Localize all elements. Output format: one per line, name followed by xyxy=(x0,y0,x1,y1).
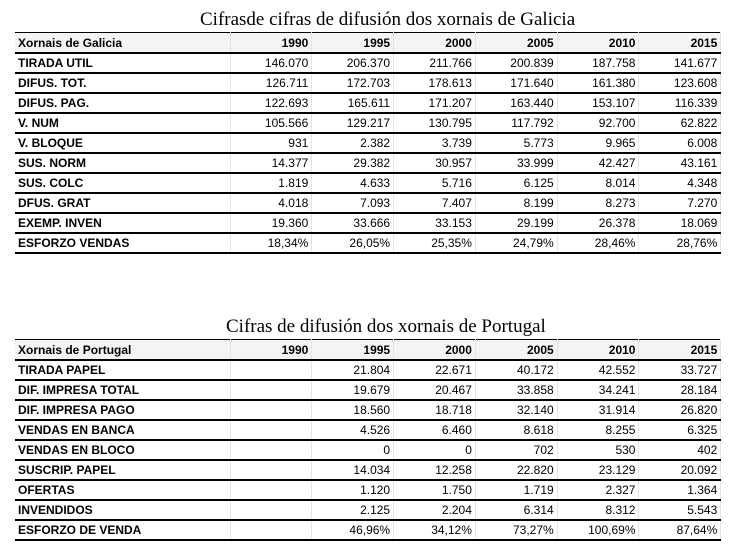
row-label: DIF. IMPRESA PAGO xyxy=(15,400,230,420)
table-cell xyxy=(230,500,312,520)
table-cell: 6.314 xyxy=(475,500,557,520)
table-cell: 1.750 xyxy=(394,480,476,500)
table-cell: 200.839 xyxy=(475,53,557,73)
table-cell: 211.766 xyxy=(394,53,476,73)
row-label: OFERTAS xyxy=(15,480,230,500)
table-cell: 7.407 xyxy=(394,193,476,213)
table-cell: 402 xyxy=(639,440,721,460)
table-cell: 116.339 xyxy=(639,93,721,113)
table-cell: 178.613 xyxy=(394,73,476,93)
table-row xyxy=(15,400,721,420)
header-cell: 2010 xyxy=(557,33,639,54)
table-cell: 2.327 xyxy=(557,480,639,500)
table-cell: 8.255 xyxy=(557,420,639,440)
header-cell: 2005 xyxy=(475,33,557,54)
row-label: V. BLOQUE xyxy=(15,133,230,153)
table-cell: 7.270 xyxy=(639,193,721,213)
table-cell: 18.069 xyxy=(639,213,721,233)
table-cell: 6.460 xyxy=(394,420,476,440)
table-cell: 2.382 xyxy=(312,133,394,153)
table-cell: 14.034 xyxy=(312,460,394,480)
table-cell xyxy=(230,380,312,400)
table-cell: 21.804 xyxy=(312,360,394,380)
table-cell xyxy=(230,440,312,460)
table-cell: 161.380 xyxy=(557,73,639,93)
table-cell: 153.107 xyxy=(557,93,639,113)
table-cell: 33.999 xyxy=(475,153,557,173)
portugal-table-title: Cifras de difusión dos xornais de Portugal xyxy=(226,316,546,337)
table-cell: 19.679 xyxy=(312,380,394,400)
table-cell: 8.618 xyxy=(475,420,557,440)
portugal-section xyxy=(15,315,721,541)
table-row xyxy=(15,480,721,500)
table-cell: 5.716 xyxy=(394,173,476,193)
table-cell: 146.070 xyxy=(230,53,312,73)
row-label: SUS. NORM xyxy=(15,153,230,173)
header-cell: 1990 xyxy=(230,33,312,54)
table-cell: 1.719 xyxy=(475,480,557,500)
header-cell: 1990 xyxy=(230,340,312,361)
table-cell: 34.241 xyxy=(557,380,639,400)
table-row xyxy=(15,460,721,480)
row-label: TIRADA PAPEL xyxy=(15,360,230,380)
table-row xyxy=(15,93,721,113)
row-label: ESFORZO DE VENDA xyxy=(15,520,230,540)
table-cell: 105.566 xyxy=(230,113,312,133)
table-cell: 4.348 xyxy=(639,173,721,193)
table-cell: 46,96% xyxy=(312,520,394,540)
table-row xyxy=(15,440,721,460)
table-cell: 165.611 xyxy=(312,93,394,113)
table-cell: 26,05% xyxy=(312,233,394,253)
row-label: INVENDIDOS xyxy=(15,500,230,520)
table-cell: 4.018 xyxy=(230,193,312,213)
row-label: V. NUM xyxy=(15,113,230,133)
table-cell: 163.440 xyxy=(475,93,557,113)
row-label: TIRADA UTIL xyxy=(15,53,230,73)
table-cell: 123.608 xyxy=(639,73,721,93)
row-label: VENDAS EN BLOCO xyxy=(15,440,230,460)
table-cell: 8.273 xyxy=(557,193,639,213)
table-cell: 1.364 xyxy=(639,480,721,500)
table-cell: 42.552 xyxy=(557,360,639,380)
portugal-table-header xyxy=(15,340,721,361)
row-label: EXEMP. INVEN xyxy=(15,213,230,233)
row-label: DIF. IMPRESA TOTAL xyxy=(15,380,230,400)
table-row xyxy=(15,380,721,400)
table-cell: 42.427 xyxy=(557,153,639,173)
table-cell: 8.199 xyxy=(475,193,557,213)
galicia-table xyxy=(15,32,721,254)
table-cell: 100,69% xyxy=(557,520,639,540)
row-label: DIFUS. TOT. xyxy=(15,73,230,93)
table-cell: 9.965 xyxy=(557,133,639,153)
table-cell: 4.526 xyxy=(312,420,394,440)
row-label: VENDAS EN BANCA xyxy=(15,420,230,440)
table-cell xyxy=(230,480,312,500)
table-cell: 33.727 xyxy=(639,360,721,380)
table-cell: 62.822 xyxy=(639,113,721,133)
table-cell: 172.703 xyxy=(312,73,394,93)
table-row xyxy=(15,233,721,253)
header-cell: 1995 xyxy=(312,33,394,54)
table-cell: 26.378 xyxy=(557,213,639,233)
table-cell: 702 xyxy=(475,440,557,460)
table-cell: 23.129 xyxy=(557,460,639,480)
table-cell: 28,46% xyxy=(557,233,639,253)
table-row xyxy=(15,500,721,520)
header-cell: Xornais de Galicia xyxy=(15,33,230,54)
table-cell: 12.258 xyxy=(394,460,476,480)
table-cell: 22.671 xyxy=(394,360,476,380)
table-cell: 33.858 xyxy=(475,380,557,400)
table-row xyxy=(15,420,721,440)
table-cell: 7.093 xyxy=(312,193,394,213)
table-cell: 2.125 xyxy=(312,500,394,520)
table-cell: 34,12% xyxy=(394,520,476,540)
table-cell: 187.758 xyxy=(557,53,639,73)
table-cell: 5.773 xyxy=(475,133,557,153)
row-label: ESFORZO VENDAS xyxy=(15,233,230,253)
header-cell: 2015 xyxy=(639,340,721,361)
header-cell: 2000 xyxy=(394,340,476,361)
table-row xyxy=(15,173,721,193)
table-cell: 20.092 xyxy=(639,460,721,480)
header-cell: 2015 xyxy=(639,33,721,54)
table-cell: 530 xyxy=(557,440,639,460)
table-cell: 87,64% xyxy=(639,520,721,540)
table-cell: 206.370 xyxy=(312,53,394,73)
table-cell: 33.666 xyxy=(312,213,394,233)
table-row xyxy=(15,73,721,93)
table-row xyxy=(15,153,721,173)
table-cell: 4.633 xyxy=(312,173,394,193)
table-row xyxy=(15,113,721,133)
table-cell: 20.467 xyxy=(394,380,476,400)
table-cell: 92.700 xyxy=(557,113,639,133)
table-cell: 0 xyxy=(394,440,476,460)
galicia-table-body xyxy=(15,53,721,253)
galicia-table-title: Cifrasde cifras de difusión dos xornais de Galicia xyxy=(200,9,576,30)
table-row xyxy=(15,53,721,73)
header-cell: 2005 xyxy=(475,340,557,361)
table-cell: 33.153 xyxy=(394,213,476,233)
table-cell: 3.739 xyxy=(394,133,476,153)
table-cell xyxy=(230,400,312,420)
table-cell: 171.207 xyxy=(394,93,476,113)
table-cell: 8.312 xyxy=(557,500,639,520)
row-label: SUS. COLC xyxy=(15,173,230,193)
header-cell: Xornais de Portugal xyxy=(15,340,230,361)
table-cell: 126.711 xyxy=(230,73,312,93)
table-cell: 130.795 xyxy=(394,113,476,133)
table-cell: 5.543 xyxy=(639,500,721,520)
table-cell: 40.172 xyxy=(475,360,557,380)
table-row xyxy=(15,213,721,233)
table-cell: 25,35% xyxy=(394,233,476,253)
table-cell xyxy=(230,360,312,380)
table-cell: 14.377 xyxy=(230,153,312,173)
table-cell: 29.382 xyxy=(312,153,394,173)
table-cell: 26.820 xyxy=(639,400,721,420)
portugal-table xyxy=(15,339,721,541)
table-cell: 171.640 xyxy=(475,73,557,93)
row-label: SUSCRIP. PAPEL xyxy=(15,460,230,480)
table-cell: 18,34% xyxy=(230,233,312,253)
table-cell: 6.008 xyxy=(639,133,721,153)
galicia-section xyxy=(15,8,721,254)
table-cell: 43.161 xyxy=(639,153,721,173)
table-cell: 0 xyxy=(312,440,394,460)
table-cell: 30.957 xyxy=(394,153,476,173)
table-cell xyxy=(230,460,312,480)
table-cell xyxy=(230,420,312,440)
table-cell: 18.560 xyxy=(312,400,394,420)
row-label: DIFUS. PAG. xyxy=(15,93,230,113)
table-cell: 6.125 xyxy=(475,173,557,193)
table-cell: 141.677 xyxy=(639,53,721,73)
table-cell: 2.204 xyxy=(394,500,476,520)
header-cell: 2010 xyxy=(557,340,639,361)
table-cell: 29.199 xyxy=(475,213,557,233)
header-cell: 1995 xyxy=(312,340,394,361)
portugal-table-body xyxy=(15,360,721,540)
table-cell: 1.819 xyxy=(230,173,312,193)
table-cell: 117.792 xyxy=(475,113,557,133)
table-cell: 122.693 xyxy=(230,93,312,113)
table-cell: 22.820 xyxy=(475,460,557,480)
table-cell: 32.140 xyxy=(475,400,557,420)
table-cell: 6.325 xyxy=(639,420,721,440)
table-row xyxy=(15,520,721,540)
table-cell: 28.184 xyxy=(639,380,721,400)
row-label: DFUS. GRAT xyxy=(15,193,230,213)
table-cell: 1.120 xyxy=(312,480,394,500)
table-row xyxy=(15,360,721,380)
table-cell: 28,76% xyxy=(639,233,721,253)
table-cell: 931 xyxy=(230,133,312,153)
table-row xyxy=(15,193,721,213)
table-cell: 24,79% xyxy=(475,233,557,253)
table-cell: 8.014 xyxy=(557,173,639,193)
table-row xyxy=(15,133,721,153)
table-cell: 129.217 xyxy=(312,113,394,133)
galicia-table-header xyxy=(15,33,721,54)
table-cell: 19.360 xyxy=(230,213,312,233)
table-cell: 18.718 xyxy=(394,400,476,420)
table-cell: 31.914 xyxy=(557,400,639,420)
table-cell xyxy=(230,520,312,540)
table-cell: 73,27% xyxy=(475,520,557,540)
header-cell: 2000 xyxy=(394,33,476,54)
